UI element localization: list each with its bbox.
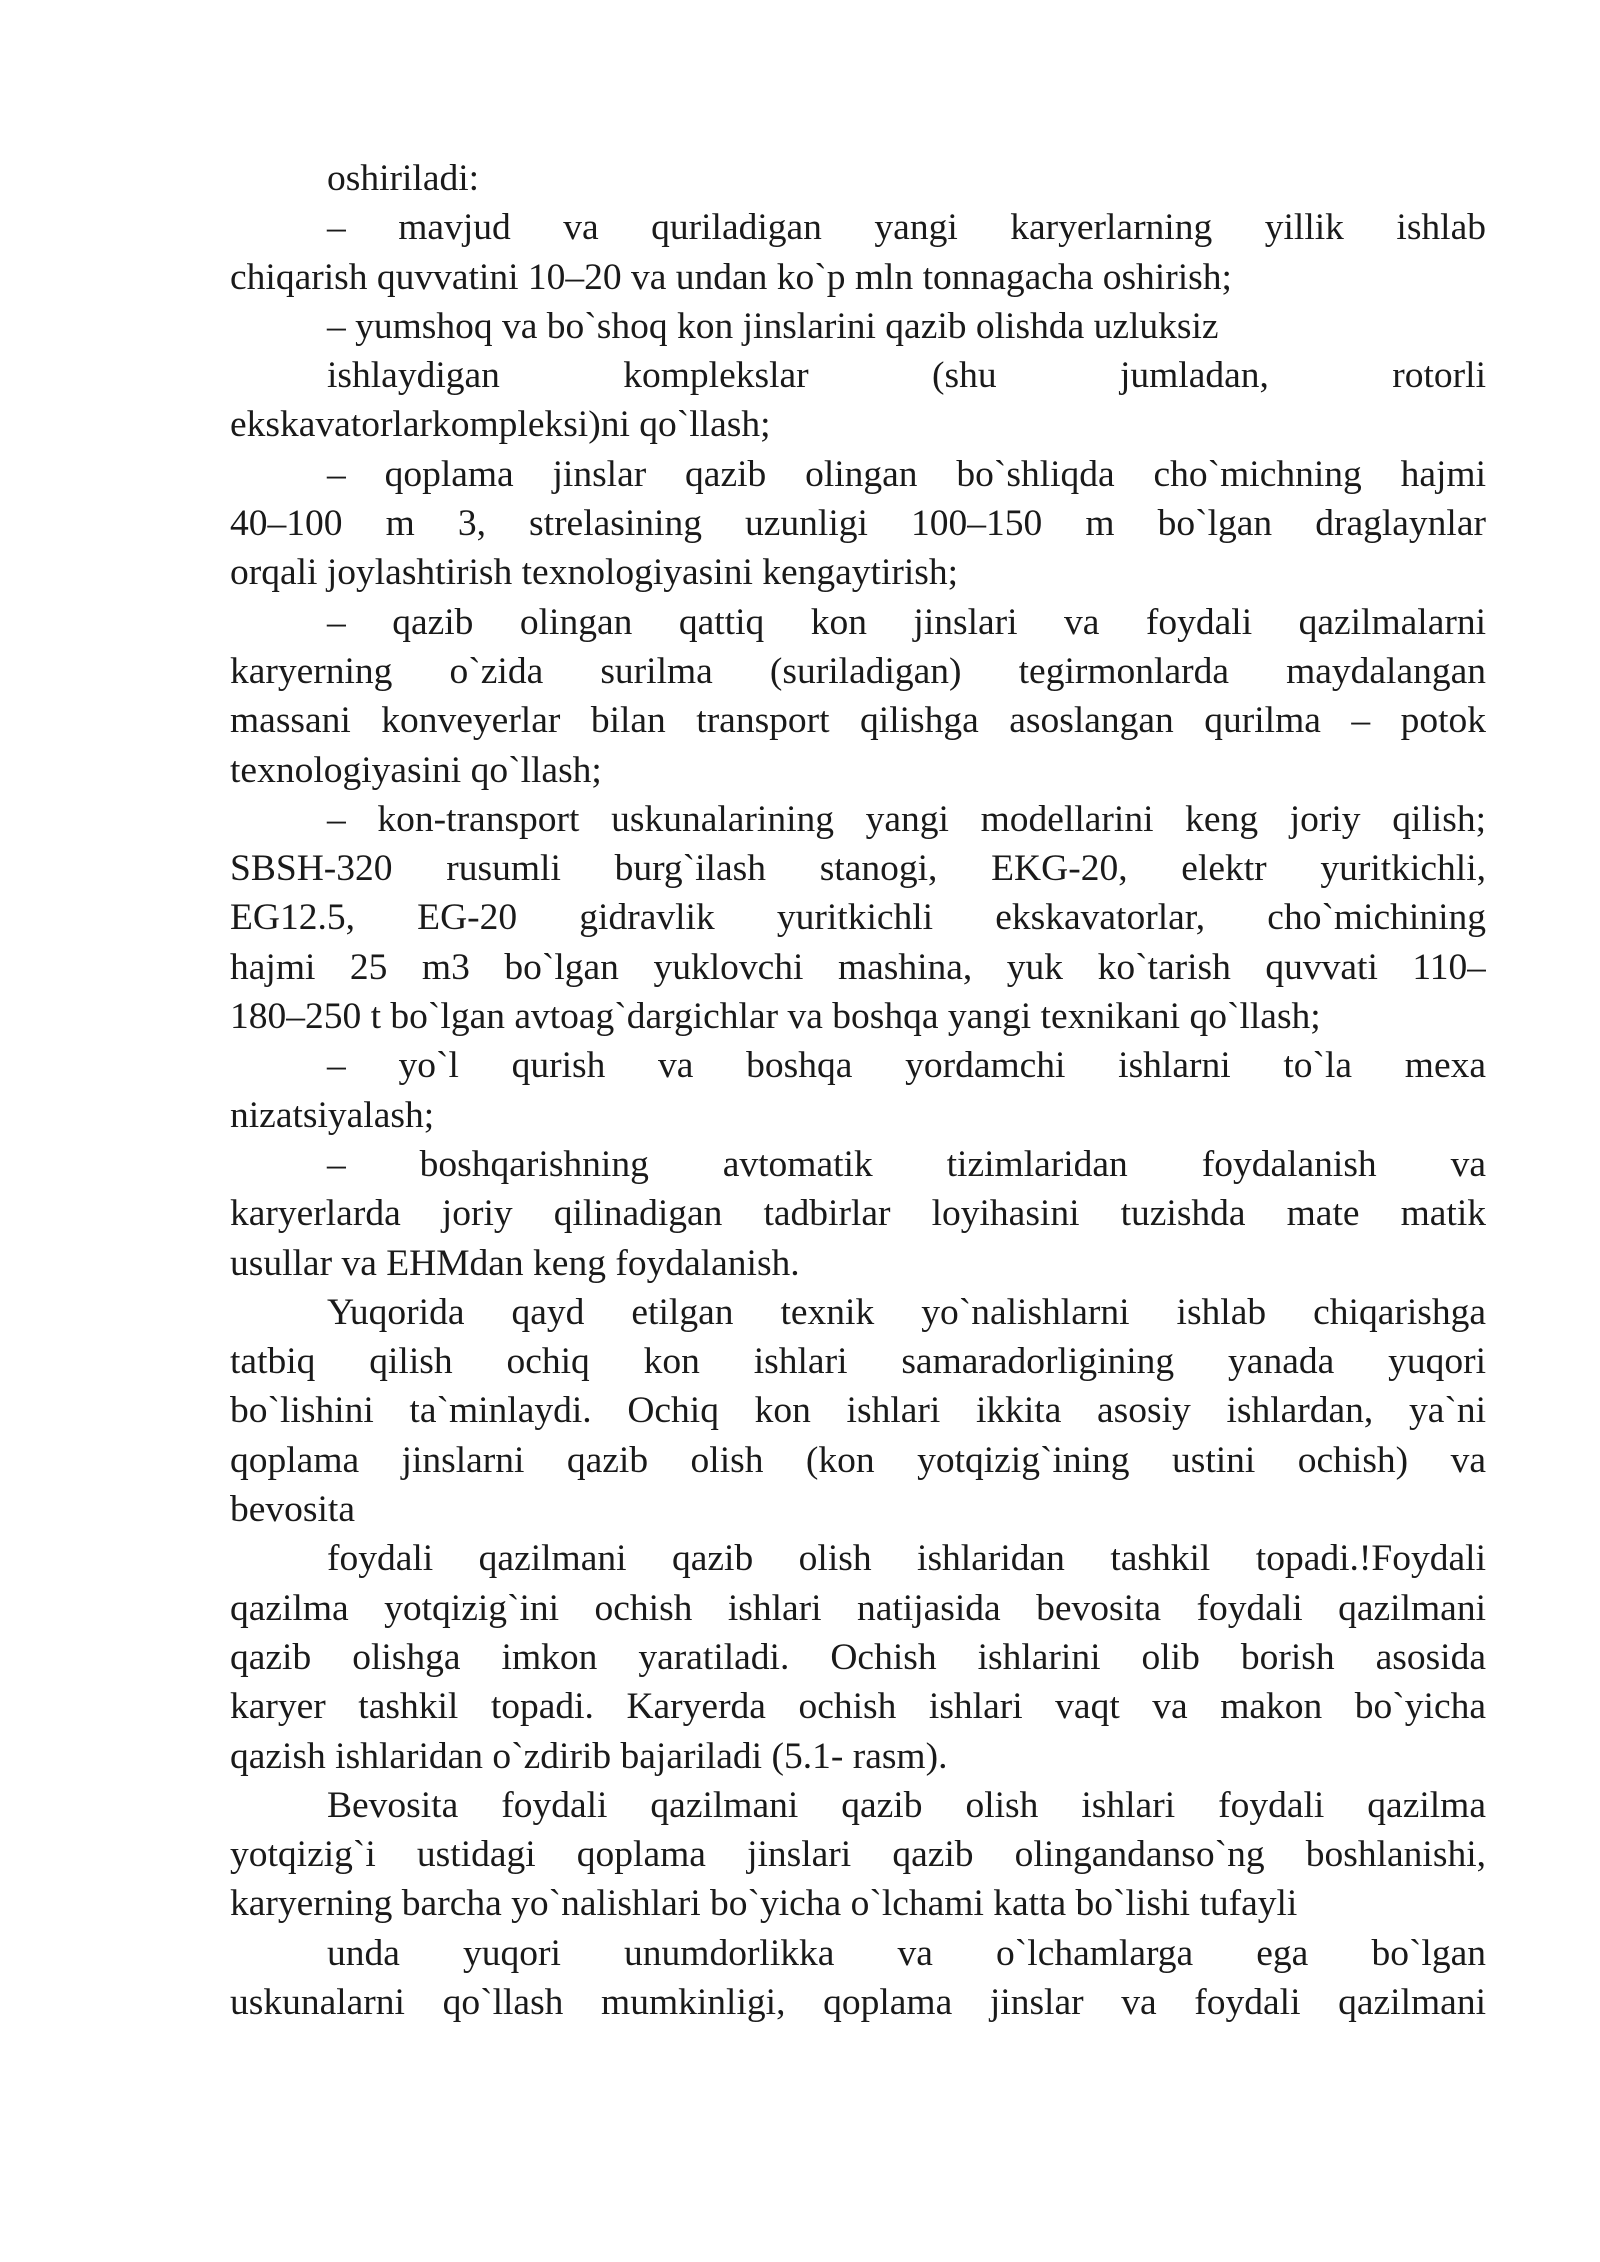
text-line: qazish ishlaridan o`zdirib bajariladi (5.1- rasm). xyxy=(230,1735,948,1777)
text-line: EG12.5, EG-20 gidravlik yuritkichli ekskavatorlar, cho`michining xyxy=(230,897,1486,939)
text-line: orqali joylashtirish texnologiyasini kengaytirish; xyxy=(230,552,959,594)
text-line: – qoplama jinslar qazib olingan bo`shliqda cho`michning hajmi xyxy=(327,453,1486,495)
text-line: oshiriladi: xyxy=(327,158,480,199)
text-line: karyerning barcha yo`nalishlari bo`yicha o`lchami katta bo`lishi tufayli xyxy=(230,1883,1298,1925)
text-line: – kon-transport uskunalarining yangi modellarini keng joriy qilish; xyxy=(327,798,1486,840)
text-line: SBSH-320 rusumli burg`ilash stanogi, EKG-20, elektr yuritkichli, xyxy=(230,848,1486,890)
text-line: chiqarish quvvatini 10–20 va undan ko`p mln tonnagacha oshirish; xyxy=(230,256,1232,298)
text-line: 40–100 m 3, strelasining uzunligi 100–150 m bo`lgan draglaynlar xyxy=(230,503,1486,545)
text-line: – qazib olingan qattiq kon jinslari va foydali qazilmalarni xyxy=(327,601,1486,643)
text-line: yotqizig`i ustidagi qoplama jinslari qazib olingandanso`ng boshlanishi, xyxy=(230,1834,1486,1876)
body-text xyxy=(230,154,1486,2027)
text-line: unda yuqori unumdorlikka va o`lchamlarga ega bo`lgan xyxy=(327,1932,1486,1974)
text-line: qazilma yotqizig`ini ochish ishlari natijasida bevosita foydali qazilmani xyxy=(230,1587,1486,1629)
text-line: karyerning o`zida surilma (suriladigan) tegirmonlarda maydalangan xyxy=(230,650,1486,692)
text-line: – yo`l qurish va boshqa yordamchi ishlarni to`la mexa xyxy=(327,1045,1486,1087)
text-line: – boshqarishning avtomatik tizimlaridan foydalanish va xyxy=(327,1143,1486,1185)
text-line: hajmi 25 m3 bo`lgan yuklovchi mashina, yuk ko`tarish quvvati 110– xyxy=(230,946,1486,988)
text-line: ekskavatorlarkompleksi)ni qo`llash; xyxy=(230,404,771,446)
text-line: ishlaydigan komplekslar (shu jumladan, rotorli xyxy=(327,355,1486,397)
text-line: – yumshoq va bo`shoq kon jinslarini qazib olishda uzluksiz xyxy=(327,305,1219,347)
text-line: Yuqorida qayd etilgan texnik yo`nalishlarni ishlab chiqarishga xyxy=(327,1291,1486,1333)
text-line: foydali qazilmani qazib olish ishlaridan tashkil topadi.!Foydali xyxy=(327,1538,1486,1580)
text-line: massani konveyerlar bilan transport qilishga asoslangan qurilma – potok xyxy=(230,700,1486,742)
text-line: qazib olishga imkon yaratiladi. Ochish ishlarini olib borish asosida xyxy=(230,1636,1486,1678)
text-line: tatbiq qilish ochiq kon ishlari samaradorligining yanada yuqori xyxy=(230,1341,1486,1383)
text-line: nizatsiyalash; xyxy=(230,1094,435,1136)
text-line: usullar va EHMdan keng foydalanish. xyxy=(230,1242,800,1284)
text-line: bo`lishini ta`minlaydi. Ochiq kon ishlari ikkita asosiy ishlardan, ya`ni xyxy=(230,1390,1486,1432)
text-line: karyerlarda joriy qilinadigan tadbirlar loyihasini tuzishda mate matik xyxy=(230,1193,1486,1235)
text-line: texnologiyasini qo`llash; xyxy=(230,749,602,791)
text-line: karyer tashkil topadi. Karyerda ochish ishlari vaqt va makon bo`yicha xyxy=(230,1686,1486,1728)
text-line: bevosita xyxy=(230,1489,355,1531)
text-line: qoplama jinslarni qazib olish (kon yotqizig`ining ustini ochish) va xyxy=(230,1439,1486,1481)
text-line: Bevosita foydali qazilmani qazib olish ishlari foydali qazilma xyxy=(327,1784,1486,1826)
text-line: uskunalarni qo`llash mumkinligi, qoplama jinslar va foydali qazilmani xyxy=(230,1981,1486,2023)
text-line: – mavjud va quriladigan yangi karyerlarning yillik ishlab xyxy=(327,207,1486,249)
text-line: 180–250 t bo`lgan avtoag`dargichlar va boshqa yangi texnikani qo`llash; xyxy=(230,996,1321,1038)
